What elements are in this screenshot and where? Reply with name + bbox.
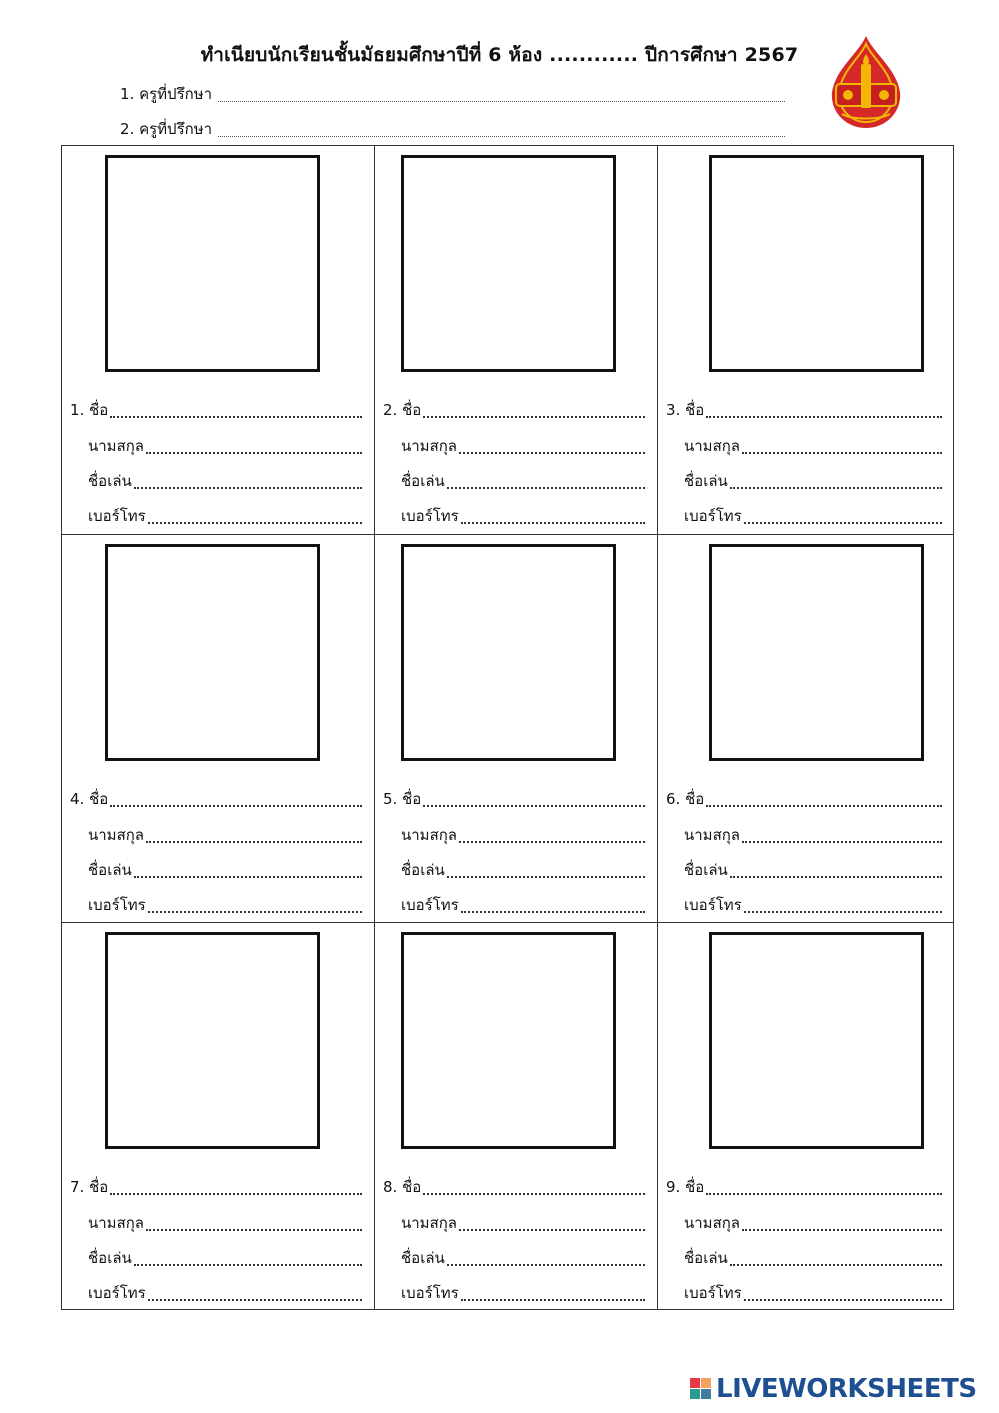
nickname-field-label: ชื่อเล่น [684, 472, 728, 490]
nickname-field-row [88, 1246, 362, 1270]
name-field-input[interactable] [423, 804, 645, 807]
surname-field-label: นามสกุล [401, 1214, 457, 1232]
phone-field-label: เบอร์โทร [401, 507, 459, 525]
nickname-field-label: ชื่อเล่น [684, 1249, 728, 1267]
surname-field-input[interactable] [742, 840, 942, 843]
name-field-input[interactable] [706, 804, 942, 807]
advisor-2-row [120, 117, 785, 141]
name-field-input[interactable] [423, 1192, 645, 1195]
name-field-input[interactable] [706, 415, 942, 418]
name-field-row [383, 1175, 645, 1199]
school-emblem-icon [828, 34, 904, 130]
phone-field-label: เบอร์โทร [401, 1284, 459, 1302]
phone-field-row [88, 504, 362, 528]
surname-field-input[interactable] [146, 451, 362, 454]
student-card [375, 923, 657, 1311]
phone-field-input[interactable] [744, 1298, 942, 1301]
photo-box[interactable] [401, 544, 616, 761]
photo-box[interactable] [401, 155, 616, 372]
name-field-row [70, 1175, 362, 1199]
surname-field-label: นามสกุล [401, 437, 457, 455]
name-field-row [383, 787, 645, 811]
nickname-field-label: ชื่อเล่น [401, 472, 445, 490]
phone-field-row [684, 893, 942, 917]
student-grid [61, 145, 954, 1310]
name-field-input[interactable] [110, 415, 362, 418]
surname-field-row [684, 434, 942, 458]
photo-box[interactable] [709, 932, 924, 1149]
name-field-row [70, 398, 362, 422]
surname-field-row [684, 823, 942, 847]
phone-field-label: เบอร์โทร [684, 1284, 742, 1302]
student-card [375, 146, 657, 534]
advisor-1-input[interactable] [218, 100, 785, 102]
surname-field-row [88, 1211, 362, 1235]
nickname-field-input[interactable] [134, 486, 362, 489]
photo-box[interactable] [709, 544, 924, 761]
phone-field-label: เบอร์โทร [88, 1284, 146, 1302]
surname-field-input[interactable] [459, 840, 645, 843]
name-field-row [70, 787, 362, 811]
name-field-row [666, 787, 942, 811]
photo-box[interactable] [709, 155, 924, 372]
surname-field-row [88, 823, 362, 847]
name-field-label: 5. ชื่อ [383, 790, 422, 808]
name-field-row [383, 398, 645, 422]
nickname-field-row [401, 1246, 645, 1270]
student-card [62, 146, 374, 534]
name-field-label: 2. ชื่อ [383, 401, 422, 419]
phone-field-input[interactable] [148, 1298, 362, 1301]
phone-field-label: เบอร์โทร [401, 896, 459, 914]
name-field-label: 9. ชื่อ [666, 1178, 705, 1196]
nickname-field-row [401, 858, 645, 882]
surname-field-input[interactable] [459, 451, 645, 454]
nickname-field-label: ชื่อเล่น [88, 861, 132, 879]
surname-field-row [88, 434, 362, 458]
phone-field-input[interactable] [461, 1298, 645, 1301]
name-field-row [666, 398, 942, 422]
nickname-field-label: ชื่อเล่น [401, 861, 445, 879]
surname-field-input[interactable] [742, 1228, 942, 1231]
phone-field-row [401, 504, 645, 528]
nickname-field-input[interactable] [134, 1263, 362, 1266]
phone-field-label: เบอร์โทร [88, 896, 146, 914]
nickname-field-label: ชื่อเล่น [401, 1249, 445, 1267]
surname-field-input[interactable] [146, 840, 362, 843]
nickname-field-input[interactable] [730, 1263, 942, 1266]
name-field-input[interactable] [110, 804, 362, 807]
surname-field-row [401, 823, 645, 847]
nickname-field-input[interactable] [447, 875, 645, 878]
name-field-label: 3. ชื่อ [666, 401, 705, 419]
name-field-input[interactable] [706, 1192, 942, 1195]
phone-field-input[interactable] [461, 910, 645, 913]
nickname-field-row [684, 1246, 942, 1270]
surname-field-label: นามสกุล [88, 1214, 144, 1232]
phone-field-label: เบอร์โทร [684, 896, 742, 914]
surname-field-row [684, 1211, 942, 1235]
phone-field-input[interactable] [744, 521, 942, 524]
photo-box[interactable] [401, 932, 616, 1149]
liveworksheets-brand [690, 1374, 977, 1404]
photo-box[interactable] [105, 932, 320, 1149]
nickname-field-input[interactable] [730, 875, 942, 878]
name-field-input[interactable] [110, 1192, 362, 1195]
nickname-field-label: ชื่อเล่น [88, 472, 132, 490]
nickname-field-row [684, 858, 942, 882]
liveworksheets-logo-icon [690, 1378, 712, 1400]
phone-field-row [684, 504, 942, 528]
name-field-label: 7. ชื่อ [70, 1178, 109, 1196]
phone-field-input[interactable] [148, 910, 362, 913]
brand-text: LIVEWORKSHEETS [716, 1374, 977, 1404]
phone-field-label: เบอร์โทร [88, 507, 146, 525]
phone-field-row [401, 1281, 645, 1305]
nickname-field-input[interactable] [447, 1263, 645, 1266]
nickname-field-label: ชื่อเล่น [684, 861, 728, 879]
surname-field-label: นามสกุล [88, 826, 144, 844]
name-field-input[interactable] [423, 415, 645, 418]
phone-field-row [88, 1281, 362, 1305]
surname-field-input[interactable] [146, 1228, 362, 1231]
name-field-label: 4. ชื่อ [70, 790, 109, 808]
student-card [658, 535, 954, 923]
phone-field-row [401, 893, 645, 917]
nickname-field-label: ชื่อเล่น [88, 1249, 132, 1267]
nickname-field-row [88, 858, 362, 882]
student-card [62, 535, 374, 923]
surname-field-row [401, 1211, 645, 1235]
name-field-label: 6. ชื่อ [666, 790, 705, 808]
student-card [658, 146, 954, 534]
name-field-label: 8. ชื่อ [383, 1178, 422, 1196]
phone-field-row [684, 1281, 942, 1305]
surname-field-input[interactable] [742, 451, 942, 454]
phone-field-input[interactable] [744, 910, 942, 913]
phone-field-label: เบอร์โทร [684, 507, 742, 525]
student-card [375, 535, 657, 923]
surname-field-label: นามสกุล [684, 437, 740, 455]
surname-field-label: นามสกุล [401, 826, 457, 844]
advisor-1-row [120, 82, 785, 106]
nickname-field-input[interactable] [134, 875, 362, 878]
nickname-field-row [401, 469, 645, 493]
phone-field-row [88, 893, 362, 917]
photo-box[interactable] [105, 544, 320, 761]
page-title: ทำเนียบนักเรียนชั้นมัธยมศึกษาปีที่ 6 ห้อง ............ ปีการศึกษา 2567 [200, 44, 799, 66]
advisor-1-label: 1. ครูที่ปรึกษา [120, 85, 213, 103]
advisor-2-input[interactable] [218, 135, 785, 137]
phone-field-input[interactable] [461, 521, 645, 524]
student-card [62, 923, 374, 1311]
nickname-field-input[interactable] [447, 486, 645, 489]
name-field-row [666, 1175, 942, 1199]
phone-field-input[interactable] [148, 521, 362, 524]
surname-field-row [401, 434, 645, 458]
surname-field-label: นามสกุล [684, 1214, 740, 1232]
surname-field-label: นามสกุล [684, 826, 740, 844]
surname-field-label: นามสกุล [88, 437, 144, 455]
nickname-field-input[interactable] [730, 486, 942, 489]
student-card [658, 923, 954, 1311]
name-field-label: 1. ชื่อ [70, 401, 109, 419]
surname-field-input[interactable] [459, 1228, 645, 1231]
advisor-2-label: 2. ครูที่ปรึกษา [120, 120, 213, 138]
nickname-field-row [88, 469, 362, 493]
nickname-field-row [684, 469, 942, 493]
photo-box[interactable] [105, 155, 320, 372]
